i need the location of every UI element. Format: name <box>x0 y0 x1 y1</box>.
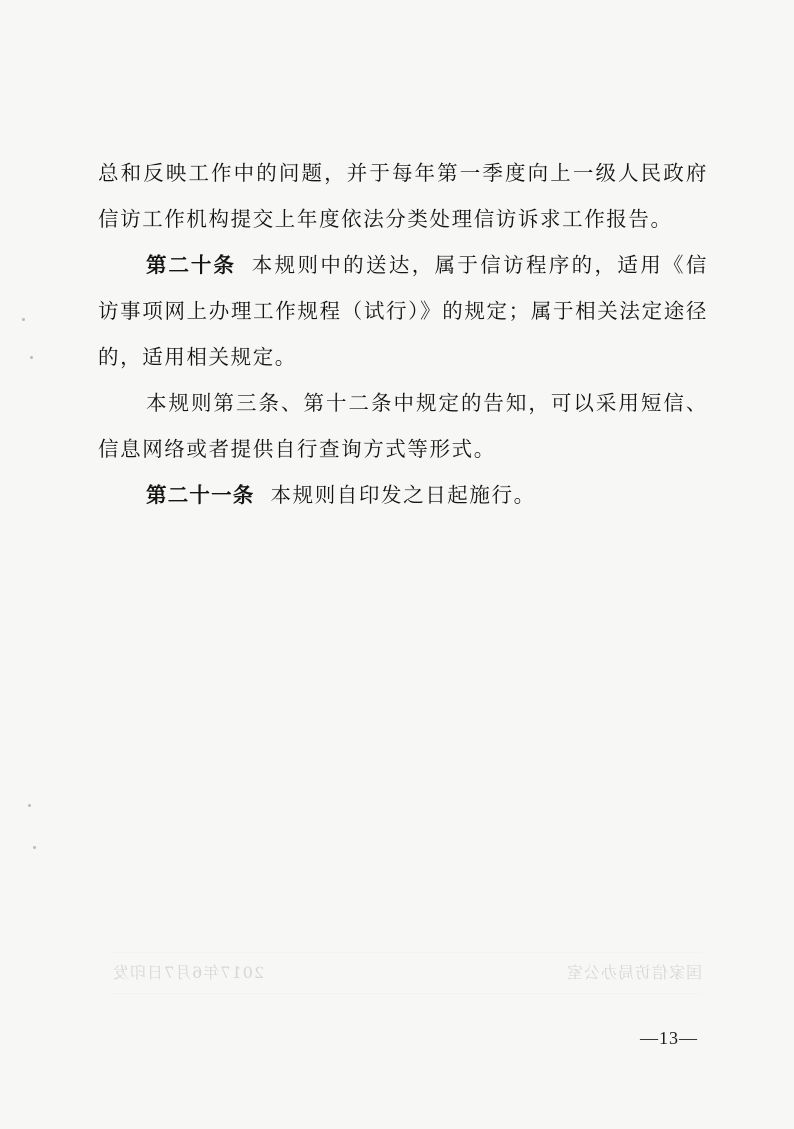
paragraph-text: 本规则中的送达，属于信访程序的，适用《信访事项网上办理工作规程（试行）》的规定；属于相关法定途径的，适用相关规定。 <box>98 253 708 369</box>
document-body <box>98 150 708 518</box>
scan-speck <box>22 318 25 321</box>
paragraph-text: 本规则第三条、第十二条中规定的告知，可以采用短信、信息网络或者提供自行查询方式等形式。 <box>98 391 708 461</box>
bleed-through-date: 2017年6月7日印发 <box>112 963 265 982</box>
page-number: —13— <box>640 1028 698 1048</box>
paragraph-text: 本规则自印发之日起施行。 <box>270 483 536 507</box>
paragraph-article-21 <box>98 472 708 518</box>
bleed-through-footer <box>112 952 702 994</box>
scan-speck <box>30 356 33 359</box>
article-number: 第二十一条 <box>146 483 255 507</box>
bleed-through-issuer: 国家信访局办公室 <box>565 963 702 982</box>
paragraph-notification <box>98 380 708 472</box>
paragraph-continuation <box>98 150 708 242</box>
article-number: 第二十条 <box>146 253 236 277</box>
scan-speck <box>33 846 36 849</box>
scan-speck <box>28 804 31 807</box>
paragraph-text: 总和反映工作中的问题，并于每年第一季度向上一级人民政府信访工作机构提交上年度依法分类处理信访诉求工作报告。 <box>98 161 708 231</box>
paragraph-article-20 <box>98 242 708 380</box>
